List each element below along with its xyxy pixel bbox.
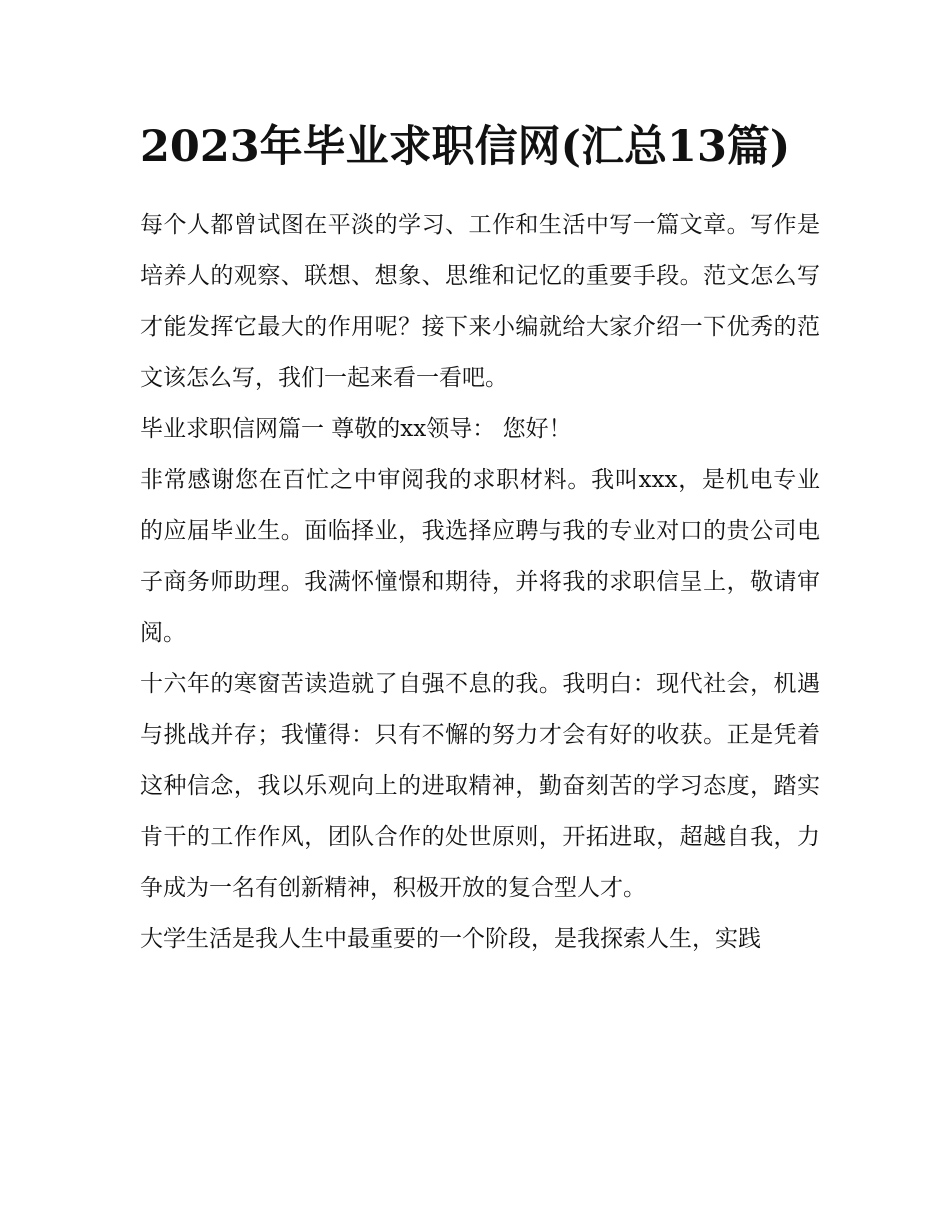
intro-paragraph: 每个人都曾试图在平淡的学习、工作和生活中写一篇文章。写作是培养人的观察、联想、想象、思维和记忆的重要手段。范文怎么写才能发挥它最大的作用呢？接下来小编就给大家介绍一下优秀的范文该怎么写，我们一起来看一看吧。 — [140, 212, 820, 391]
document-title: 2023年毕业求职信网(汇总13篇) — [140, 122, 791, 172]
body-paragraph: 非常感谢您在百忙之中审阅我的求职材料。我叫xxx，是机电专业的应届毕业生。面临择业，我选择应聘与我的专业对口的贵公司电子商务师助理。我满怀憧憬和期待，并将我的求职信呈上，敬请审阅。 — [140, 467, 820, 646]
body-paragraph: 大学生活是我人生中最重要的一个阶段，是我探索人生，实践 — [140, 926, 761, 952]
body-paragraph: 十六年的寒窗苦读造就了自强不息的我。我明白：现代社会，机遇与挑战并存；我懂得：只有不懈的努力才会有好的收获。正是凭着这种信念，我以乐观向上的进取精神，勤奋刻苦的学习态度，踏实肯干的工作作风，团队合作的处世原则，开拓进取，超越自我，力争成为一名有创新精神，积极开放的复合型人才。 — [140, 671, 820, 901]
salutation-paragraph: 毕业求职信网篇一 尊敬的xx领导： 您好！ — [140, 416, 572, 442]
document-body — [140, 114, 820, 965]
